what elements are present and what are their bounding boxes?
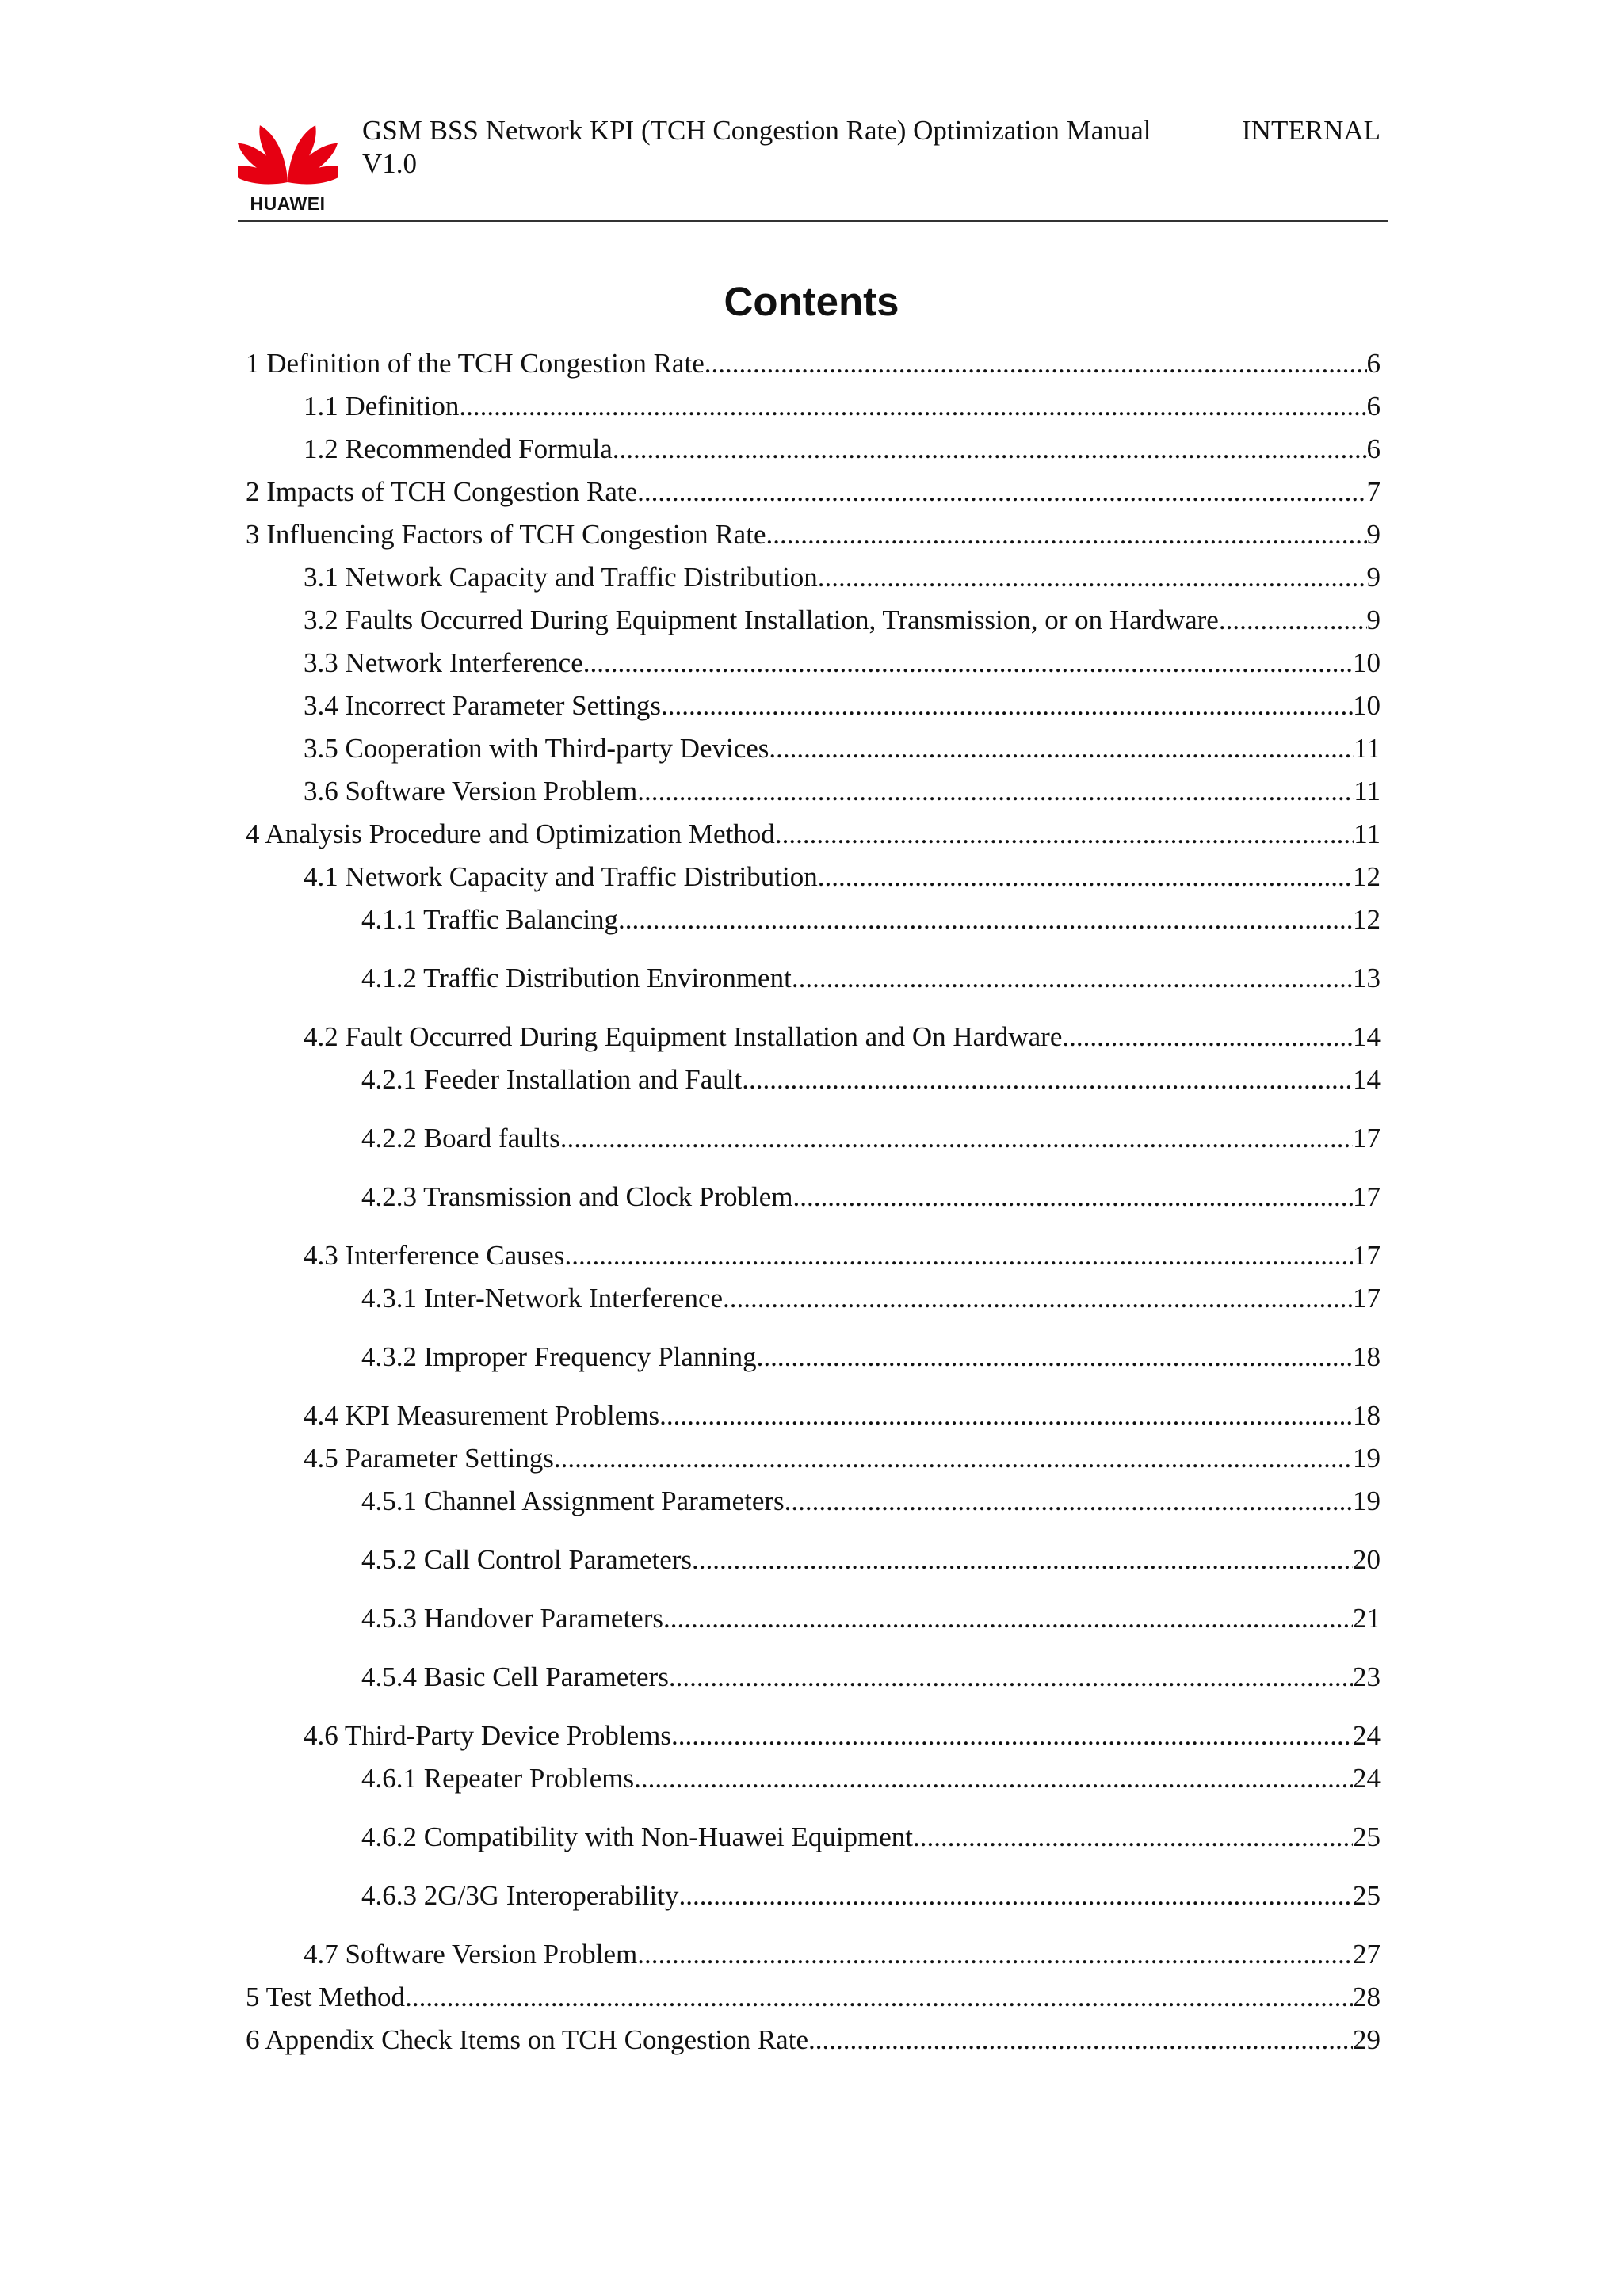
toc-entry[interactable] [246,1933,1381,1976]
toc-entry-title: 4.3.2 Improper Frequency Planning [361,1341,757,1372]
toc-entry[interactable] [246,1597,1381,1640]
toc-dot-leader [634,1757,1353,1800]
toc-dot-leader [560,1117,1353,1160]
toc-entry-page: 28 [1353,1981,1381,2012]
toc-entry-page: 9 [1366,519,1381,550]
toc-entry[interactable] [246,513,1381,556]
toc-entry-page: 14 [1353,1064,1381,1095]
toc-entry-page: 17 [1353,1123,1381,1154]
toc-entry-title: 4.6.2 Compatibility with Non-Huawei Equipment [361,1821,914,1852]
toc-entry[interactable] [246,1016,1381,1058]
toc-entry-title: 4.1.1 Traffic Balancing [361,904,619,935]
toc-entry[interactable] [246,1539,1381,1581]
toc-dot-leader [564,1234,1353,1277]
toc-entry-title: 4.4 KPI Measurement Problems [304,1400,660,1431]
toc-entry-page: 14 [1353,1021,1381,1052]
toc-entry-title: 1.2 Recommended Formula [304,433,613,464]
toc-entry-page: 19 [1353,1486,1381,1516]
toc-dot-leader [808,2019,1353,2061]
toc-entry-page: 27 [1353,1939,1381,1970]
toc-entry[interactable] [246,1875,1381,1917]
toc-entry-title: 3.2 Faults Occurred During Equipment Installation, Transmission, or on Hardware [304,605,1219,635]
toc-entry[interactable] [246,1336,1381,1379]
toc-entry-title: 4.2.3 Transmission and Clock Problem [361,1181,793,1212]
toc-dot-leader [705,342,1367,385]
toc-entry-title: 4.5.3 Handover Parameters [361,1603,663,1634]
toc-entry[interactable] [246,1480,1381,1523]
toc-entry-title: 4.5 Parameter Settings [304,1443,554,1474]
toc-entry-title: 3.1 Network Capacity and Traffic Distribution [304,562,818,593]
toc-dot-leader [637,1933,1353,1976]
toc-entry-page: 11 [1354,733,1381,764]
toc-dot-leader [818,856,1353,898]
toc-entry[interactable] [246,1757,1381,1800]
toc-entry[interactable] [246,1176,1381,1219]
toc-entry-page: 6 [1366,348,1381,379]
logo-wordmark: HUAWEI [250,193,326,214]
toc-dot-leader [757,1336,1353,1379]
toc-entry-title: 4.5.4 Basic Cell Parameters [361,1661,669,1692]
toc-entry[interactable] [246,599,1381,642]
toc-entry-title: 4.2.1 Feeder Installation and Fault [361,1064,743,1095]
page-header [238,111,1388,222]
toc-entry[interactable] [246,1117,1381,1160]
toc-dot-leader [661,685,1353,727]
toc-dot-leader [637,471,1366,513]
classification-label: INTERNAL [1242,115,1381,146]
toc-dot-leader [785,1480,1353,1523]
toc-dot-leader [769,727,1354,770]
toc-dot-leader [818,556,1367,599]
toc-entry-page: 6 [1366,391,1381,421]
toc-entry-title: 1 Definition of the TCH Congestion Rate [246,348,705,379]
toc-entry-title: 3.3 Network Interference [304,647,583,678]
toc-entry-title: 3.5 Cooperation with Third-party Devices [304,733,769,764]
toc-entry-title: 6 Appendix Check Items on TCH Congestion Rate [246,2024,808,2055]
toc-entry-page: 18 [1353,1400,1381,1431]
toc-entry[interactable] [246,556,1381,599]
toc-entry-page: 24 [1353,1720,1381,1751]
toc-entry[interactable] [246,685,1381,727]
toc-entry-page: 29 [1353,2024,1381,2055]
toc-dot-leader [913,1816,1353,1859]
toc-entry-page: 25 [1353,1821,1381,1852]
toc-entry[interactable] [246,1656,1381,1699]
toc-entry-page: 21 [1353,1603,1381,1634]
toc-dot-leader [742,1058,1353,1101]
toc-entry-page: 17 [1353,1240,1381,1271]
toc-entry[interactable] [246,898,1381,941]
toc-entry-page: 11 [1354,818,1381,849]
toc-entry-page: 25 [1353,1880,1381,1911]
toc-entry-page: 10 [1353,647,1381,678]
toc-entry[interactable] [246,342,1381,385]
toc-entry-title: 3.4 Incorrect Parameter Settings [304,690,661,721]
toc-dot-leader [613,428,1367,471]
toc-entry-page: 6 [1366,433,1381,464]
toc-entry-title: 4.3 Interference Causes [304,1240,565,1271]
toc-entry[interactable] [246,1277,1381,1320]
toc-dot-leader [723,1277,1353,1320]
toc-dot-leader [692,1539,1353,1581]
toc-dot-leader [583,642,1353,685]
toc-dot-leader [669,1656,1353,1699]
toc-entry-title: 1.1 Definition [304,391,460,421]
toc-entry[interactable] [246,813,1381,856]
toc-entry-title: 4.2 Fault Occurred During Equipment Installation and On Hardware [304,1021,1063,1052]
toc-entry[interactable] [246,727,1381,770]
toc-dot-leader [775,813,1354,856]
toc-entry[interactable] [246,385,1381,428]
contents-heading: Contents [724,279,899,324]
toc-dot-leader [659,1394,1353,1437]
toc-entry[interactable] [246,1058,1381,1101]
toc-entry-page: 23 [1353,1661,1381,1692]
toc-dot-leader [637,770,1354,813]
toc-entry-title: 3.6 Software Version Problem [304,776,638,807]
toc-dot-leader [618,898,1353,941]
toc-entry[interactable] [246,1976,1381,2019]
toc-entry[interactable] [246,428,1381,471]
toc-entry-title: 3 Influencing Factors of TCH Congestion Rate [246,519,766,550]
toc-dot-leader [678,1875,1353,1917]
toc-entry-title: 4.6.3 2G/3G Interoperability [361,1880,679,1911]
toc-entry-page: 11 [1354,776,1381,807]
toc-entry-page: 17 [1353,1181,1381,1212]
toc-entry[interactable] [246,1437,1381,1480]
toc-entry-page: 19 [1353,1443,1381,1474]
toc-entry[interactable] [246,770,1381,813]
toc-entry-title: 4.7 Software Version Problem [304,1939,638,1970]
toc-entry-page: 10 [1353,690,1381,721]
toc-entry-title: 4.1 Network Capacity and Traffic Distribution [304,861,818,892]
huawei-petals-icon [238,116,338,193]
toc-entry[interactable] [246,856,1381,898]
toc-entry-title: 2 Impacts of TCH Congestion Rate [246,476,638,507]
toc-dot-leader [671,1714,1353,1757]
toc-entry-page: 12 [1353,904,1381,935]
toc-entry-title: 4.1.2 Traffic Distribution Environment [361,963,792,994]
document-title: GSM BSS Network KPI (TCH Congestion Rate) Optimization Manual [362,115,1151,146]
toc-entry-page: 7 [1366,476,1381,507]
toc-entry[interactable] [246,2019,1381,2061]
toc-entry[interactable] [246,957,1381,1000]
toc-entry[interactable] [246,642,1381,685]
document-version: V1.0 [362,148,418,179]
toc-entry-page: 20 [1353,1544,1381,1575]
toc-dot-leader [1219,599,1367,642]
toc-dot-leader [405,1976,1353,2019]
toc-entry-page: 24 [1353,1763,1381,1794]
toc-entry[interactable] [246,471,1381,513]
toc-dot-leader [792,1176,1353,1219]
toc-dot-leader [459,385,1366,428]
toc-entry[interactable] [246,1234,1381,1277]
toc-entry-page: 9 [1366,605,1381,635]
toc-entry-title: 4.5.1 Channel Assignment Parameters [361,1486,785,1516]
toc-entry-page: 13 [1353,963,1381,994]
toc-dot-leader [554,1437,1353,1480]
toc-dot-leader [663,1597,1353,1640]
toc-entry-title: 4.6.1 Repeater Problems [361,1763,635,1794]
toc-dot-leader [792,957,1353,1000]
toc-entry-title: 4 Analysis Procedure and Optimization Method [246,818,775,849]
toc-entry-title: 4.3.1 Inter-Network Interference [361,1283,724,1314]
toc-entry-page: 12 [1353,861,1381,892]
toc-entry[interactable] [246,1816,1381,1859]
table-of-contents [246,342,1381,2061]
toc-dot-leader [1062,1016,1353,1058]
toc-entry-title: 4.2.2 Board faults [361,1123,560,1154]
toc-dot-leader [766,513,1366,556]
toc-entry-title: 5 Test Method [246,1981,406,2012]
toc-entry-title: 4.6 Third-Party Device Problems [304,1720,671,1751]
huawei-logo [238,116,338,214]
toc-entry[interactable] [246,1394,1381,1437]
toc-entry-page: 17 [1353,1283,1381,1314]
toc-entry-page: 18 [1353,1341,1381,1372]
toc-entry[interactable] [246,1714,1381,1757]
toc-entry-title: 4.5.2 Call Control Parameters [361,1544,693,1575]
toc-entry-page: 9 [1366,562,1381,593]
